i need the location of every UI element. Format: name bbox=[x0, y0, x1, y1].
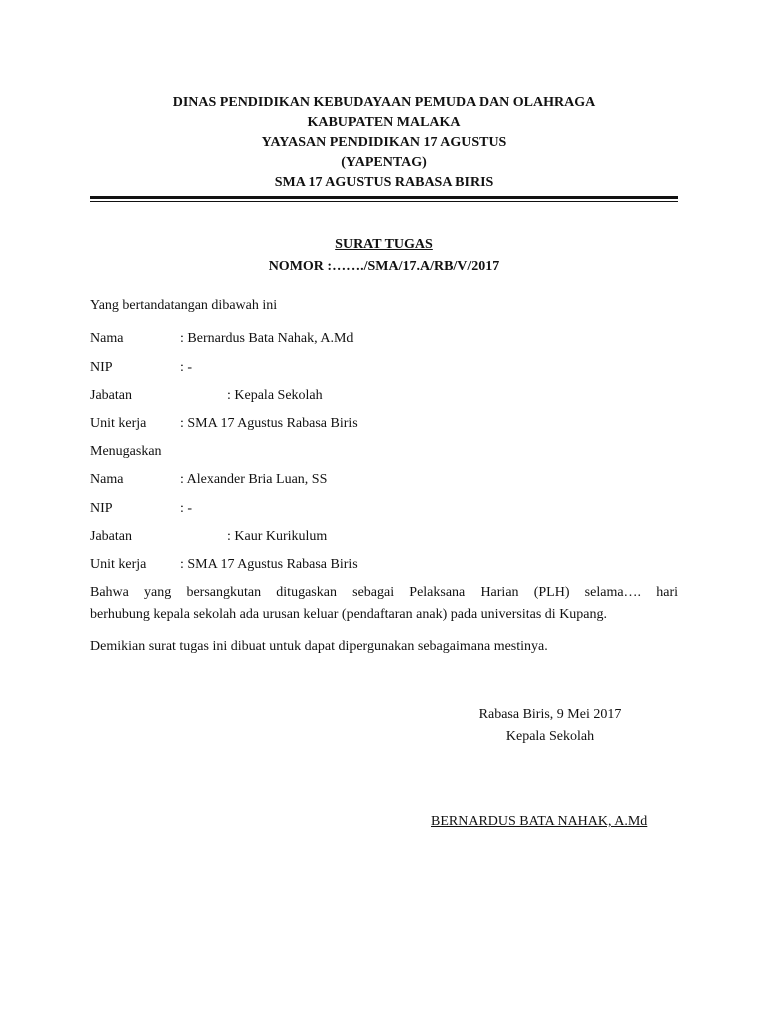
assignee-name-value: : Alexander Bria Luan, SS bbox=[180, 472, 328, 487]
signer-unit-value: : SMA 17 Agustus Rabasa Biris bbox=[180, 416, 358, 431]
assignee-position-row bbox=[90, 527, 678, 547]
letter-number: NOMOR :……./SMA/17.A/RB/V/2017 bbox=[268, 259, 500, 274]
assignee-name-label: Nama bbox=[90, 472, 124, 487]
signer-name-row bbox=[90, 329, 678, 349]
signer-name-label: Nama bbox=[90, 331, 124, 346]
signer-position-value: : Kepala Sekolah bbox=[227, 388, 323, 403]
assignee-unit-value: : SMA 17 Agustus Rabasa Biris bbox=[180, 557, 358, 572]
intro-text: Yang bertandatangan dibawah ini bbox=[90, 298, 278, 313]
signer-unit-row bbox=[90, 414, 678, 434]
closing-text: Demikian surat tugas ini dibuat untuk dapat dipergunakan sebagaimana mestinya. bbox=[90, 639, 548, 654]
signer-unit-label: Unit kerja bbox=[90, 416, 147, 431]
signer-position-label: Jabatan bbox=[90, 388, 132, 403]
assignee-nip-label: NIP bbox=[90, 501, 113, 516]
signer-nip-label: NIP bbox=[90, 360, 113, 375]
letterhead-divider-thin bbox=[90, 201, 678, 202]
signature-place-date: Rabasa Biris, 9 Mei 2017 bbox=[478, 707, 622, 722]
letter-title bbox=[90, 234, 678, 278]
letterhead-agency: DINAS PENDIDIKAN KEBUDAYAAN PEMUDA DAN OLAHRAGA bbox=[172, 95, 596, 110]
signer-nip-value: : - bbox=[180, 360, 193, 375]
letter-heading: SURAT TUGAS bbox=[335, 237, 433, 252]
signer-nip-row bbox=[90, 358, 678, 378]
letterhead-foundation: YAYASAN PENDIDIKAN 17 AGUSTUS bbox=[261, 135, 507, 150]
signature-position: Kepala Sekolah bbox=[505, 729, 595, 744]
assignee-unit-row bbox=[90, 555, 678, 575]
letterhead bbox=[90, 93, 678, 193]
assignee-name-row bbox=[90, 470, 678, 490]
body-paragraph bbox=[90, 582, 678, 626]
letterhead-divider-thick bbox=[90, 196, 678, 199]
signature-block bbox=[440, 704, 660, 748]
letterhead-school: SMA 17 AGUSTUS RABASA BIRIS bbox=[274, 175, 494, 190]
assignee-position-label: Jabatan bbox=[90, 529, 132, 544]
assignee-nip-value: : - bbox=[180, 501, 193, 516]
body-line-1: Bahwa yang bersangkutan ditugaskan sebagai Pelaksana Harian (PLH) selama…. hari bbox=[90, 585, 678, 600]
signer-name-value: : Bernardus Bata Nahak, A.Md bbox=[180, 331, 354, 346]
assignee-nip-row bbox=[90, 499, 678, 519]
signer-position-row bbox=[90, 386, 678, 406]
signature-name: BERNARDUS BATA NAHAK, A.Md bbox=[431, 814, 648, 829]
body-line-2: berhubung kepala sekolah ada urusan keluar (pendaftaran anak) pada universitas di Kupang. bbox=[90, 607, 608, 622]
letterhead-foundation-abbr: (YAPENTAG) bbox=[341, 155, 427, 170]
assignee-unit-label: Unit kerja bbox=[90, 557, 147, 572]
assignee-position-value: : Kaur Kurikulum bbox=[227, 529, 328, 544]
assign-label: Menugaskan bbox=[90, 444, 162, 459]
letterhead-regency: KABUPATEN MALAKA bbox=[307, 115, 461, 130]
